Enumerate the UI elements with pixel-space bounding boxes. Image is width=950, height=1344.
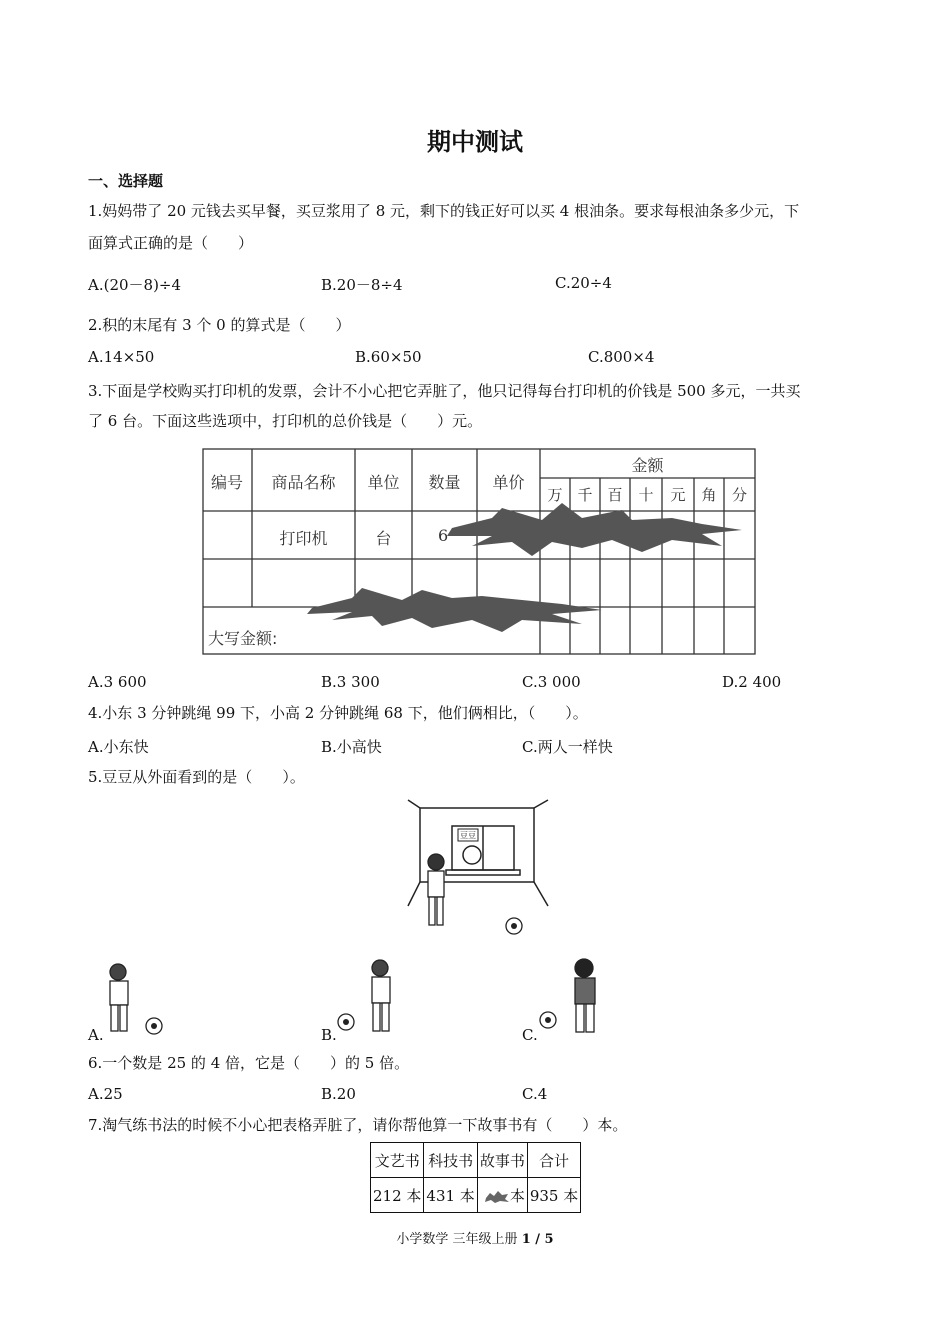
q4-option-c: C.两人一样快 [522,738,613,756]
invoice-header-qty: 数量 [428,473,461,492]
q3-option-b: B.3 300 [321,673,380,691]
q3-option-c: C.3 000 [522,673,581,691]
room-scene-image [406,798,550,938]
q1-line2: 面算式正确的是（ ） [88,234,254,252]
invoice-item-name: 打印机 [279,529,328,548]
q3-line1: 3.下面是学校购买打印机的发票，会计不小心把它弄脏了，他只记得每台打印机的价钱是 500 多元，一共买 [88,382,801,400]
amount-unit-wan: 万 [547,486,563,504]
invoice-image [202,448,756,655]
books-value-science: 431 本 [424,1178,477,1213]
invoice-header-price: 单价 [492,473,525,492]
q5-option-c-label: C. [522,1026,538,1044]
page-number: 1 / 5 [521,1232,554,1247]
books-value-story: 本 [509,1186,525,1205]
invoice-header-id: 编号 [210,473,243,492]
q4-option-a: A.小东快 [88,738,149,756]
page-title: 期中测试 [427,128,523,156]
invoice-header-amount: 金额 [631,456,664,475]
q1-option-a: A.(20－8)÷4 [88,276,182,294]
q2-option-a: A.14×50 [88,348,155,366]
invoice-header-unit: 单位 [367,473,400,492]
books-table-value-row [371,1178,581,1213]
q5-option-a-label: A. [88,1026,104,1044]
q7-line1: 7.淘气练书法的时候不小心把表格弄脏了，请你帮他算一下故事书有（ ）本。 [88,1116,628,1134]
q5-option-a-figure [104,962,166,1038]
amount-unit-bai: 百 [607,486,623,504]
amount-unit-jiao: 角 [701,486,717,504]
q1-line1: 1.妈妈带了 20 元钱去买早餐，买豆浆用了 8 元，剩下的钱正好可以买 4 根油条。要求每根油条多少元，下 [88,202,800,220]
q3-option-d: D.2 400 [722,673,782,691]
q2-option-b: B.60×50 [355,348,422,366]
section-heading: 一、选择题 [88,172,164,190]
q1-option-c: C.20÷4 [555,274,612,292]
invoice-item-unit: 台 [375,529,392,548]
q5-option-c-figure [538,956,604,1036]
books-header-story: 故事书 [477,1143,527,1178]
q2-line1: 2.积的末尾有 3 个 0 的算式是（ ） [88,316,351,334]
footer-text: 小学数学 三年级上册 [396,1232,522,1247]
q3-option-a: A.3 600 [88,673,147,691]
amount-unit-shi: 十 [638,486,654,504]
q5-line1: 5.豆豆从外面看到的是（ ）。 [88,768,305,786]
ink-blot-2 [307,588,602,632]
q6-line1: 6.一个数是 25 的 4 倍，它是（ ）的 5 倍。 [88,1054,410,1072]
q5-option-b-figure [336,956,398,1036]
room-scene-drawing [406,798,550,938]
q5-option-b-label: B. [321,1026,337,1044]
books-value-total: 935 本 [527,1178,580,1213]
invoice-item-qty: 6 [438,526,449,545]
ink-smudge [484,1190,510,1204]
invoice-header-name: 商品名称 [271,473,336,492]
books-table-header-row [371,1143,581,1178]
amount-unit-qian: 千 [577,486,593,504]
q4-option-b: B.小高快 [321,738,382,756]
q4-line1: 4.小东 3 分钟跳绳 99 下，小高 2 分钟跳绳 68 下，他们俩相比，（ ）。 [88,704,588,722]
books-value-literature: 212 本 [371,1178,424,1213]
books-header-science: 科技书 [424,1143,477,1178]
q6-option-a: A.25 [88,1085,123,1103]
books-value-story-cell [477,1178,527,1213]
invoice-total-label: 大写金额: [208,629,278,648]
q1-option-b: B.20－8÷4 [321,276,403,294]
q3-line2: 了 6 台。下面这些选项中，打印机的总价钱是（ ）元。 [88,412,483,430]
books-header-total: 合计 [527,1143,580,1178]
books-table [370,1142,581,1213]
page-footer [0,1228,950,1247]
amount-unit-yuan: 元 [670,486,686,504]
q2-option-c: C.800×4 [588,348,655,366]
window-sign-text: 豆豆 [460,831,476,840]
q6-option-c: C.4 [522,1085,548,1103]
books-header-literature: 文艺书 [371,1143,424,1178]
q6-option-b: B.20 [321,1085,356,1103]
amount-unit-fen: 分 [731,486,747,504]
